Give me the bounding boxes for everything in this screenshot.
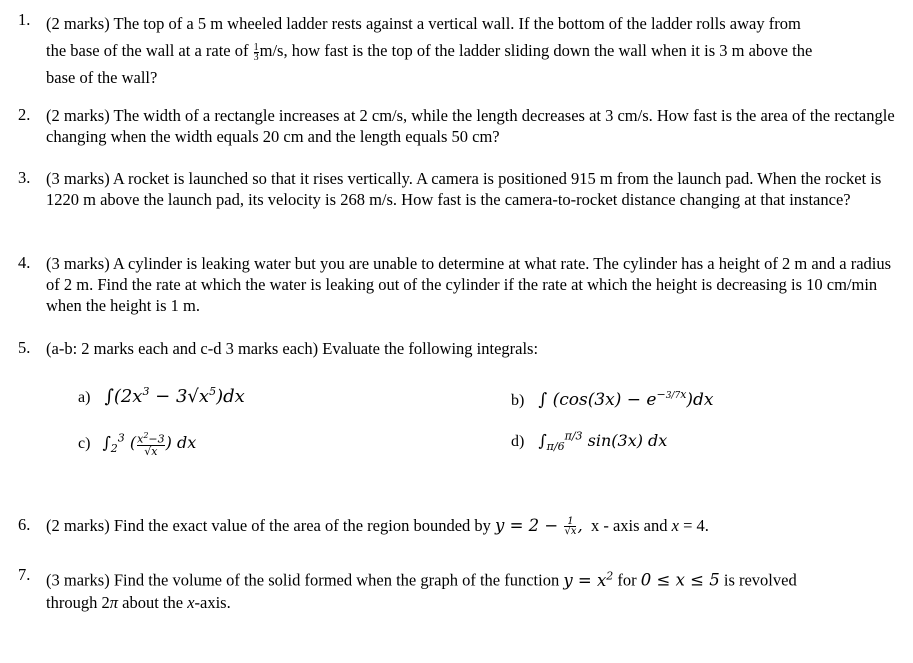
rate-fraction: $\frac{1}{3}$ bbox=[253, 41, 259, 63]
integral-expression: ∫ $(\cos(3x) - e^{-3/7x})dx$ bbox=[538, 388, 714, 410]
question-number: 1. bbox=[18, 10, 31, 29]
integral-part-d bbox=[511, 430, 667, 454]
question-number: 4. bbox=[18, 253, 31, 272]
function-expression: $y = x^2$ bbox=[563, 569, 614, 590]
question-text: (3 marks) Find the volume of the solid formed when the graph of the function $y = x^2$ for 0 ≤ x ≤ 5 is revolved through 2π about the x-axis. bbox=[46, 569, 797, 612]
question-number: 5. bbox=[18, 338, 31, 357]
question-text: (2 marks) The width of a rectangle increases at 2 cm/s, while the length decreases at 3 cm/s. How fast is the area of the rectangle changing when the width equals 20 cm and the length equals 50 cm? bbox=[46, 106, 895, 146]
question-text: (2 marks) The top of a 5 m wheeled ladder rests against a vertical wall. If the bottom of the ladder rolls away from the base of the wall at a rate of $\frac{1}{3}$ m/s, how fast is the top of the ladder sliding down the wall when it is 3 m above the base of the wall? bbox=[46, 14, 813, 87]
part-label: d) bbox=[511, 433, 525, 451]
question-number: 3. bbox=[18, 168, 31, 187]
part-label: c) bbox=[78, 434, 91, 452]
question-text: (a-b: 2 marks each and c-d 3 marks each) Evaluate the following integrals: bbox=[46, 339, 539, 358]
integral-part-a bbox=[78, 385, 245, 407]
integral-expression: $\int_2^3$ ( $\frac{x^2-3}{√x}$ ) dx bbox=[102, 431, 197, 458]
integral-expression: $\int(2x^3 - 3√x^5)dx$ bbox=[104, 385, 245, 407]
integral-part-b bbox=[511, 388, 714, 410]
part-label: b) bbox=[511, 391, 525, 409]
question-number: 2. bbox=[18, 105, 31, 124]
question-text: (3 marks) A cylinder is leaking water but you are unable to determine at what rate. The cylinder has a height of 2 m and a radius of 2 m. Find the rate at which the water is leaking out of the cylinder if the rate at which the height is decreasing is 10 cm/min when the height is 1 m. bbox=[46, 254, 892, 315]
question-text: (2 marks) Find the exact value of the area of the region bounded by y = 2 − $\frac{1}{√x}$ , x - axis and x = 4. bbox=[46, 516, 709, 537]
integral-expression: $\int_{\pi/6}^{\pi/3}$ sin(3x) dx bbox=[538, 430, 668, 454]
question-number: 6. bbox=[18, 515, 31, 534]
integral-part-c bbox=[78, 430, 196, 457]
question-number: 7. bbox=[18, 565, 31, 584]
function-expression: y = 2 − $\frac{1}{√x}$ , bbox=[495, 516, 583, 537]
question-text: (3 marks) A rocket is launched so that it rises vertically. A camera is positioned 915 m from the launch pad. When the rocket is 1220 m above the launch pad, its velocity is 268 m/s. How fast is the camera-to-rocket distance changing at that instance? bbox=[46, 169, 882, 209]
domain-expression: 0 ≤ x ≤ 5 bbox=[640, 570, 720, 590]
part-label: a) bbox=[78, 389, 91, 406]
